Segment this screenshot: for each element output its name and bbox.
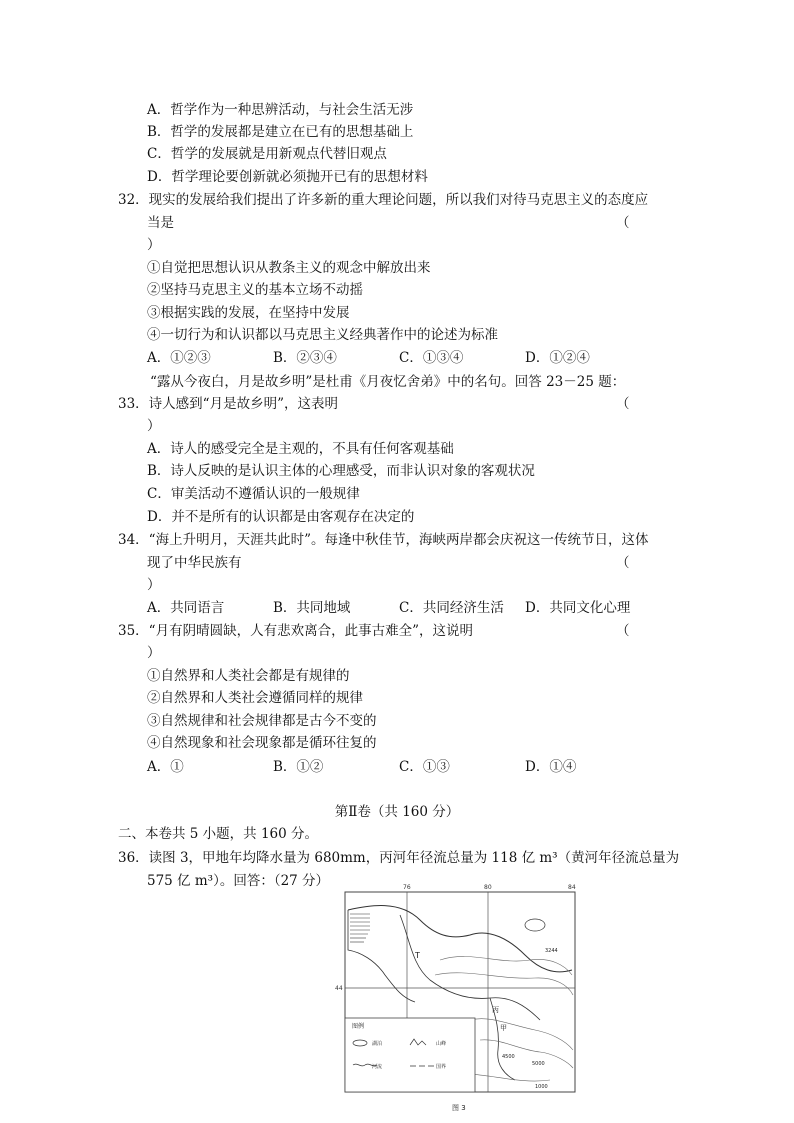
part2-title: 第Ⅱ卷（共 160 分） [334, 804, 460, 820]
q32-item-1: ①自觉把思想认识从教条主义的观念中解放出来 [147, 260, 431, 276]
elev-label-5000: 5000 [532, 1061, 545, 1067]
q32-item-4: ④一切行为和认识都以马克思主义经典著作中的论述为标准 [147, 327, 498, 343]
q35-item-4: ④自然现象和社会现象都是循环往复的 [147, 735, 377, 751]
q35-item-2: ②自然界和人类社会遵循同样的规律 [147, 690, 363, 706]
q34-choice-b: B．共同地域 [273, 600, 351, 616]
figure-caption: 图 3 [452, 1104, 466, 1112]
q32-item-2: ②坚持马克思主义的基本立场不动摇 [147, 282, 363, 298]
q34-paren-open: （ [616, 555, 630, 571]
q34-choice-c: C．共同经济生活 [399, 600, 504, 616]
q34-paren-close: ） [147, 577, 161, 593]
lon-label-84: 84 [568, 884, 576, 891]
q35-choice-d: D．①④ [525, 759, 577, 775]
q34-stem-line2: 现了中华民族有 [147, 555, 242, 571]
q31-option-a: A．哲学作为一种思辨活动，与社会生活无涉 [147, 102, 414, 118]
q33-option-a: A．诗人的感受完全是主观的，不具有任何客观基础 [147, 441, 454, 457]
q35-paren-close: ） [147, 645, 161, 661]
legend-border-label: 国界 [436, 1064, 447, 1070]
q35-item-1: ①自然界和人类社会都是有规律的 [147, 668, 350, 684]
q32-paren-open: （ [616, 215, 630, 231]
q31-option-d: D．哲学理论要创新就必须抛开已有的思想材料 [147, 169, 428, 185]
q35-choice-a: A．① [147, 759, 184, 775]
legend-river-label: 河流 [372, 1064, 383, 1070]
q33-option-b: B．诗人反映的是认识主体的心理感受，而非认识对象的客观状况 [147, 463, 535, 479]
q32-choice-c: C．①③④ [399, 350, 464, 366]
lon-label-76: 76 [403, 884, 411, 891]
q31-option-c: C．哲学的发展就是用新观点代替旧观点 [147, 146, 387, 162]
lat-label-44: 44 [335, 985, 343, 992]
q33-paren-open: （ [616, 396, 630, 412]
q33-stem: 33．诗人感到“月是故乡明”，这表明 [118, 396, 338, 412]
legend-box [345, 1018, 475, 1092]
q32-stem-line2: 当是 [147, 215, 174, 231]
q34-choice-d: D．共同文化心理 [525, 600, 631, 616]
elev-label-1000: 1000 [535, 1084, 548, 1090]
q32-paren-close: ） [147, 237, 161, 253]
place-label-jia: 甲 [500, 1024, 507, 1032]
q32-choice-a: A．①②③ [147, 350, 211, 366]
q33-paren-close: ） [147, 418, 161, 434]
q32-stem-line1: 32．现实的发展给我们提出了许多新的重大理论问题，所以我们对待马克思主义的态度应 [118, 192, 649, 208]
q34-choice-a: A．共同语言 [147, 600, 225, 616]
legend-title: 图例 [352, 1023, 365, 1030]
q31-option-b: B．哲学的发展都是建立在已有的思想基础上 [147, 124, 414, 140]
legend-lake-label: 湖泊 [372, 1041, 383, 1047]
section2-heading: 二、本卷共 5 小题，共 160 分。 [118, 826, 319, 842]
map-figure-3 [335, 880, 580, 1115]
q33-option-c: C．审美活动不遵循认识的一般规律 [147, 486, 360, 502]
lon-label-80: 80 [484, 884, 492, 891]
legend-peak-label: 山峰 [436, 1041, 447, 1047]
q35-choice-c: C．①③ [399, 759, 450, 775]
q33-intro: “露从今夜白，月是故乡明”是杜甫《月夜忆舍弟》中的名句。回答 23－25 题： [150, 374, 626, 390]
place-label-bing: 丙 [492, 1006, 499, 1014]
place-label-T: T [415, 951, 420, 960]
q32-choice-d: D．①②④ [525, 350, 590, 366]
q33-option-d: D．并不是所有的认识都是由客观存在决定的 [147, 509, 415, 525]
q36-line2: 575 亿 m³）。回答：（27 分） [147, 873, 330, 889]
q32-item-3: ③根据实践的发展，在坚持中发展 [147, 305, 350, 321]
elev-label-3244: 3244 [545, 948, 558, 954]
elev-label-4500: 4500 [502, 1054, 515, 1060]
q34-stem-line1: 34．“海上升明月，天涯共此时”。每逢中秋佳节，海峡两岸都会庆祝这一传统节日，这体 [118, 532, 649, 548]
q36-line1: 36．读图 3，甲地年均降水量为 680mm，丙河年径流总量为 118 亿 m³（黄河年径流总量为 [118, 850, 680, 866]
q35-stem: 35．“月有阴晴圆缺，人有悲欢离合，此事古难全”，这说明 [118, 623, 473, 639]
q35-item-3: ③自然规律和社会规律都是古今不变的 [147, 713, 377, 729]
q32-choice-b: B．②③④ [273, 350, 337, 366]
q35-paren-open: （ [616, 623, 630, 639]
q35-choice-b: B．①② [273, 759, 324, 775]
